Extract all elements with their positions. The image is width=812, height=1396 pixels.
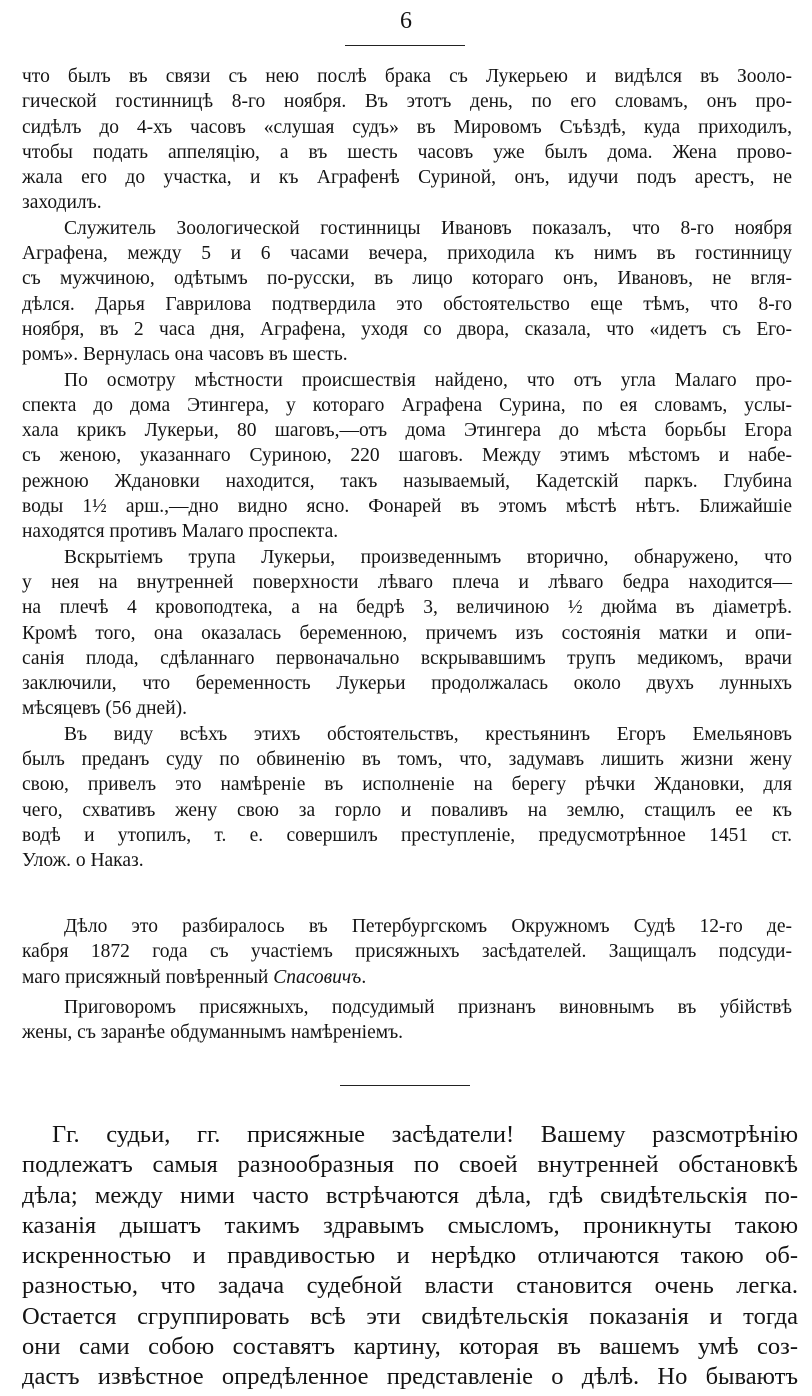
text-line: Въ виду всѣхъ этихъ обстоятельствъ, крестьянинъ Егоръ Емельяновъ — [64, 723, 792, 745]
paragraph — [22, 216, 792, 368]
text-line: Остается сгруппировать всѣ эти свидѣтельскія показанія и тогда — [22, 1302, 798, 1330]
text-line: санія плода, сдѣланнаго первоначально вскрывавшимъ трупъ медикомъ, врачи — [22, 647, 792, 669]
page-number: 6 — [400, 8, 412, 34]
text-line: Гг. судьи, гг. присяжные засѣдатели! Вашему разсмотрѣнію — [52, 1121, 798, 1148]
text-line: Улож. о Наказ. — [22, 850, 144, 872]
text-line: кабря 1872 года съ участіемъ присяжныхъ засѣдателей. Защищалъ подсуди- — [22, 941, 792, 963]
text-line: съ мужчиною, одѣтымъ по-русски, въ лицо котораго онъ, Ивановъ, не вгля- — [22, 268, 792, 290]
text-line — [22, 965, 792, 990]
text-line: свою, привелъ это намѣреніе въ исполненіе на берегу рѣчки Ждановки, для — [22, 774, 792, 796]
paragraph — [22, 368, 792, 545]
text-line: чтобы подать аппеляцію, а въ шесть часовъ уже былъ дома. Жена прово- — [22, 141, 792, 163]
text-line: ноября, въ 2 часа дня, Аграфена, уходя со двора, сказала, что «идетъ съ Его- — [22, 318, 792, 340]
text-line: мѣсяцевъ (56 дней). — [22, 698, 188, 720]
text-line: заходилъ. — [22, 192, 102, 214]
text-line: былъ преданъ суду по обвиненію въ томъ, что, задумавъ лишить жизни жену — [22, 749, 792, 771]
text-line: Дѣло это разбиралось въ Петербургскомъ Окружномъ Судѣ 12-го де- — [64, 916, 792, 937]
text-line: водѣ и утопилъ, т. е. совершилъ преступленіе, предусмотрѣнное 1451 ст. — [22, 824, 792, 846]
paragraph — [22, 64, 792, 216]
text-line: Вскрытіемъ трупа Лукерьи, произведеннымъ вторично, обнаружено, что — [64, 546, 792, 568]
text-line: ромъ». Вернулась она часовъ въ шесть. — [22, 344, 348, 366]
text-line: дѣла; между ними часто встрѣчаются дѣла, гдѣ свидѣтельскія по- — [22, 1181, 798, 1209]
text-line: Служитель Зоологической гостинницы Ивановъ показалъ, что 8-го ноября — [64, 217, 792, 239]
text-line: Приговоромъ присяжныхъ, подсудимый признанъ виновнымъ въ убійствѣ — [64, 997, 792, 1018]
paragraph — [22, 722, 792, 874]
text-line: Кромѣ того, она оказалась беременною, причемъ изъ состоянія матки и опи- — [22, 622, 792, 644]
text-line: хала крикъ Лукерьи, 80 шаговъ,—отъ дома Этингера до мѣста борьбы Егора — [22, 420, 792, 442]
text-segment: маго присяжный повѣренный — [22, 966, 274, 988]
text-line: что былъ въ связи съ нею послѣ брака съ Лукерьею и видѣлся въ Зооло- — [22, 66, 792, 87]
text-line: гической гостинницѣ 8-го ноября. Въ этотъ день, по его словамъ, онъ про- — [22, 91, 792, 113]
defense-speech — [22, 1120, 798, 1393]
text-line: По осмотру мѣстности происшествія найдено, что отъ угла Малаго про- — [64, 369, 792, 391]
text-line: сидѣлъ до 4-хъ часовъ «слушая судъ» въ Мировомъ Съѣздѣ, куда приходилъ, — [22, 116, 792, 138]
text-line: спекта до дома Этингера, у котораго Аграфена Сурина, по ея словамъ, услы- — [22, 394, 792, 416]
header-rule — [345, 45, 465, 46]
verdict-paragraph — [22, 995, 792, 1046]
text-line: на плечѣ 4 кровоподтека, а на бедрѣ 3, величиною ½ дюйма въ діаметрѣ. — [22, 597, 792, 619]
text-line: находятся противъ Малаго проспекта. — [22, 521, 339, 543]
text-line: дастъ извѣстное опредѣленное представленіе о дѣлѣ. Но бываютъ — [22, 1363, 798, 1391]
text-line: режною Ждановки находится, такъ называемый, Кадетскій паркъ. Глубина — [22, 470, 792, 492]
text-line: жены, съ заранѣе обдуманнымъ намѣреніемъ. — [22, 1022, 404, 1044]
text-line: заключили, что беременность Лукерьи продолжалась около двухъ лунныхъ — [22, 673, 792, 695]
text-line: подлежатъ самыя разнообразныя по своей внутренней обстановкѣ — [22, 1151, 798, 1179]
paragraph — [22, 545, 792, 722]
text-line: Аграфена, между 5 и 6 часами вечера, приходила къ нимъ въ гостинницу — [22, 243, 792, 265]
text-line: воды 1½ арш.,—дно видно ясно. Фонарей въ этомъ мѣстѣ нѣтъ. Ближайшіе — [22, 496, 792, 518]
defender-name: Спасовичъ — [273, 966, 362, 988]
text-line: дѣлся. Дарья Гаврилова подтвердила это обстоятельство еще тѣмъ, что 8-го — [22, 293, 792, 315]
section-divider — [340, 1085, 470, 1086]
case-summary — [22, 64, 792, 874]
text-segment: . — [361, 966, 367, 988]
trial-paragraph — [22, 914, 792, 990]
text-line: чего, схвативъ жену свою за горло и поваливъ на землю, стащилъ ее къ — [22, 799, 792, 821]
text-line: разностью, что задача судебной власти становится очень легка. — [22, 1272, 798, 1300]
text-line: они сами собою составятъ картину, которая въ вашемъ умѣ соз- — [22, 1333, 798, 1361]
text-line: казанія дышатъ такимъ здравымъ смысломъ, проникнуты такою — [22, 1211, 798, 1239]
text-line: жала его до участка, и къ Аграфенѣ Суриной, онъ, идучи подъ арестъ, не — [22, 167, 792, 189]
text-line: у нея на внутренней поверхности лѣваго плеча и лѣваго бедра находится— — [22, 571, 792, 593]
text-line: искренностью и правдивостью и нерѣдко отличаются такою об- — [22, 1242, 798, 1270]
text-line: съ женою, указаннаго Суриною, 220 шаговъ. Между этимъ мѣстомъ и набе- — [22, 445, 792, 467]
